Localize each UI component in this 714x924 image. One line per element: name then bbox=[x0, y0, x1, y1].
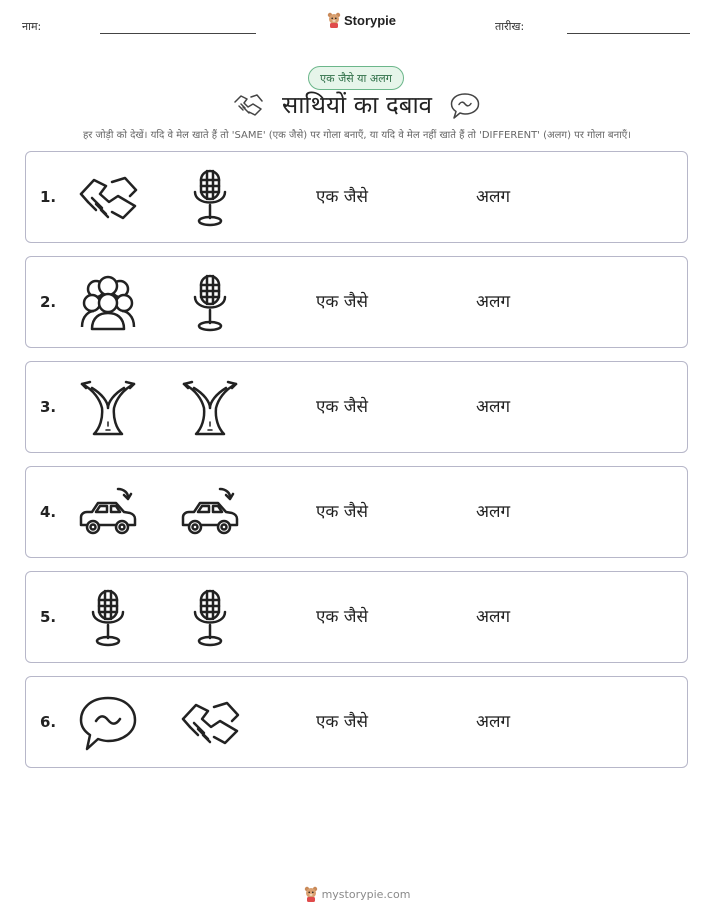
question-row-6 bbox=[25, 676, 688, 768]
brand-name: Storypie bbox=[344, 12, 397, 28]
fork-road-icon bbox=[78, 378, 138, 438]
footer bbox=[0, 886, 714, 902]
same-option[interactable]: एक जैसे bbox=[316, 712, 368, 732]
microphone-icon bbox=[78, 588, 138, 648]
instructions-text: हर जोड़ी को देखें। यदि वे मेल खाते हैं तो 'SAME' (एक जैसे) पर गोला बनाएँ, या यदि वे मेल नहीं खाते हैं तो 'DIFFERENT' (अलग) पर गोला बनाएँ। bbox=[82, 130, 632, 141]
question-row-1 bbox=[25, 151, 688, 243]
question-row-3 bbox=[25, 361, 688, 453]
handshake-icon bbox=[180, 693, 240, 753]
bear-mascot-icon bbox=[327, 12, 341, 28]
different-option[interactable]: अलग bbox=[476, 292, 511, 312]
different-option[interactable]: अलग bbox=[476, 502, 511, 522]
different-option[interactable]: अलग bbox=[476, 187, 511, 207]
same-option[interactable]: एक जैसे bbox=[316, 502, 368, 522]
page-title: साथियों का दबाव bbox=[281, 91, 433, 119]
footer-site-link[interactable]: mystorypie.com bbox=[321, 887, 411, 901]
question-number: 5. bbox=[40, 608, 57, 626]
date-label: तारीख: bbox=[495, 20, 525, 33]
fork-road-icon bbox=[180, 378, 240, 438]
question-row-2 bbox=[25, 256, 688, 348]
question-number: 6. bbox=[40, 713, 57, 731]
car-turn-icon bbox=[78, 483, 138, 543]
brand-logo bbox=[327, 12, 396, 28]
question-number: 1. bbox=[40, 188, 57, 206]
same-option[interactable]: एक जैसे bbox=[316, 607, 368, 627]
microphone-icon bbox=[180, 273, 240, 333]
same-option[interactable]: एक जैसे bbox=[316, 292, 368, 312]
car-turn-icon bbox=[180, 483, 240, 543]
question-row-5 bbox=[25, 571, 688, 663]
microphone-icon bbox=[180, 168, 240, 228]
same-option[interactable]: एक जैसे bbox=[316, 187, 368, 207]
handshake-icon bbox=[78, 168, 138, 228]
name-label: नाम: bbox=[22, 20, 42, 33]
question-number: 3. bbox=[40, 398, 57, 416]
same-option[interactable]: एक जैसे bbox=[316, 397, 368, 417]
speech-bubble-icon bbox=[450, 92, 480, 120]
worksheet-type-badge: एक जैसे या अलग bbox=[308, 66, 404, 90]
bear-mascot-icon bbox=[304, 886, 318, 902]
date-field-line[interactable] bbox=[567, 33, 690, 34]
speech-bubble-icon bbox=[78, 693, 138, 753]
different-option[interactable]: अलग bbox=[476, 712, 511, 732]
group-of-people-icon bbox=[78, 273, 138, 333]
different-option[interactable]: अलग bbox=[476, 397, 511, 417]
question-number: 4. bbox=[40, 503, 57, 521]
microphone-icon bbox=[180, 588, 240, 648]
different-option[interactable]: अलग bbox=[476, 607, 511, 627]
question-row-4 bbox=[25, 466, 688, 558]
name-field-line[interactable] bbox=[100, 33, 256, 34]
question-number: 2. bbox=[40, 293, 57, 311]
